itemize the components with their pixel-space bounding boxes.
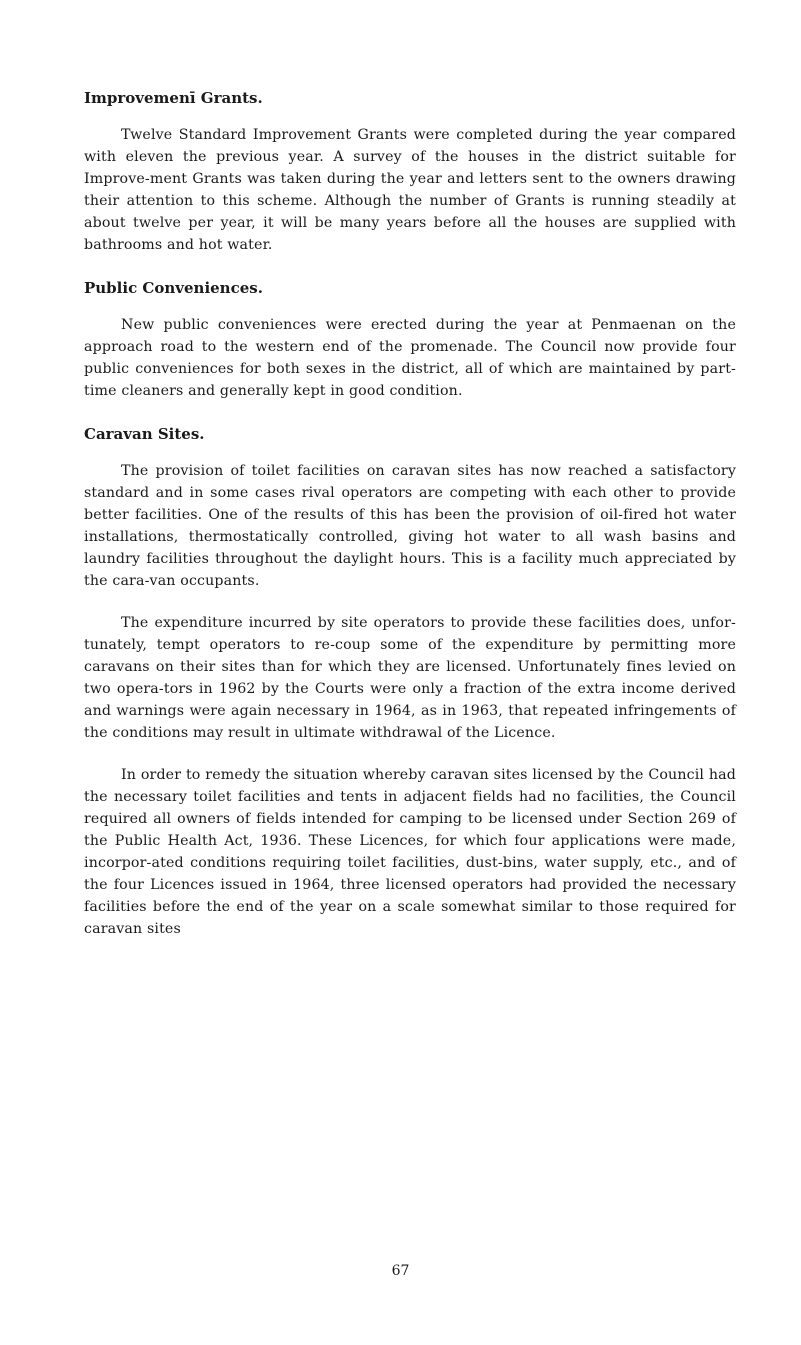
document-page <box>84 88 736 940</box>
paragraph: The expenditure incurred by site operators to provide these facilities does, unfor-tunately, tempt operators to re-coup some of the expenditure by permitting more caravans on their sites than for which they are licensed. Unfortunately fines levied on two opera-tors in 1962 by the Courts were only a fraction of the extra income derived and warnings were again necessary in 1964, as in 1963, that repeated infringements of the conditions may result in ultimate withdrawal of the Licence. <box>84 615 736 741</box>
paragraph: New public conveniences were erected during the year at Penmaenan on the approach road to the western end of the promenade. The Council now provide four public conveniences for both sexes in the district, all of which are maintained by part-time cleaners and generally kept in good condition. <box>84 317 736 399</box>
section-improvement-grants <box>84 88 736 256</box>
page-number: 67 <box>391 1263 410 1279</box>
section-heading: Improvemenī Grants. <box>84 89 263 107</box>
paragraph: Twelve Standard Improvement Grants were completed during the year compared with eleven the previous year. A survey of the houses in the district suitable for Improve-ment Grants was taken during the year and letters sent to the owners drawing their attention to this scheme. Although the number of Grants is running steadily at about twelve per year, it will be many years before all the houses are supplied with bathrooms and hot water. <box>84 127 736 253</box>
paragraph: In order to remedy the situation whereby caravan sites licensed by the Council had the necessary toilet facilities and tents in adjacent fields had no facilities, the Council required all owners of fields intended for camping to be licensed under Section 269 of the Public Health Act, 1936. These Licences, for which four applications were made, incorpor-ated conditions requiring toilet facilities, dust-bins, water supply, etc., and of the four Licences issued in 1964, three licensed operators had provided the necessary facilities before the end of the year on a scale somewhat similar to those required for caravan sites <box>84 767 736 937</box>
section-caravan-sites <box>84 424 736 940</box>
section-public-conveniences <box>84 278 736 402</box>
section-heading: Public Conveniences. <box>84 279 263 297</box>
paragraph: The provision of toilet facilities on caravan sites has now reached a satisfactory standard and in some cases rival operators are competing with each other to provide better facilities. One of the results of this has been the provision of oil-fired hot water installations, thermostatically controlled, giving hot water to all wash basins and laundry facilities throughout the daylight hours. This is a facility much appreciated by the cara-van occupants. <box>84 463 736 589</box>
section-heading: Caravan Sites. <box>84 425 205 443</box>
